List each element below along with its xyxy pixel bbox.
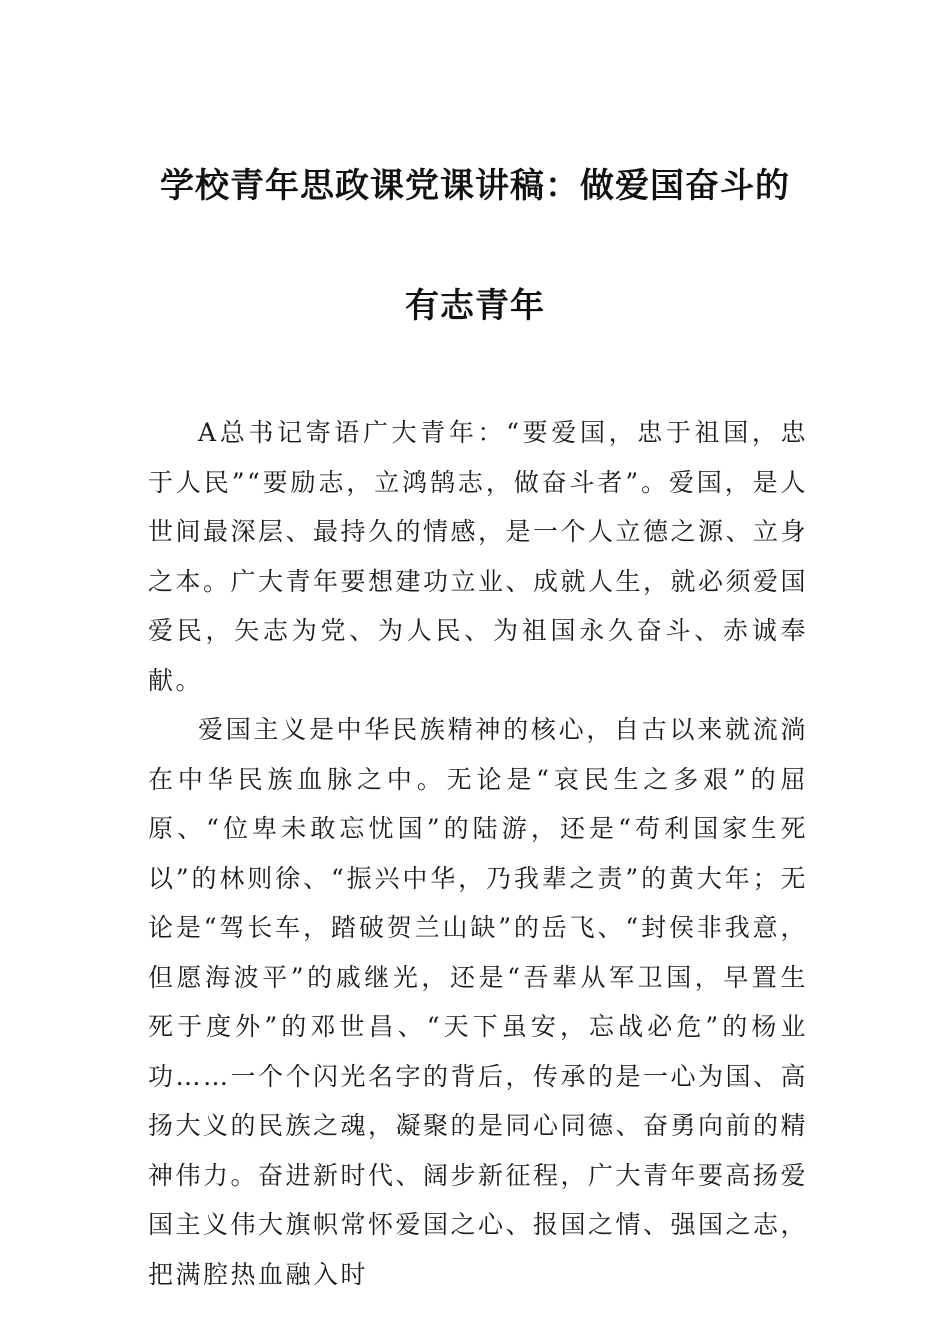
document-title-line-1: 学校青年思政课党课讲稿：做爱国奋斗的 [160, 166, 790, 206]
document-body [148, 408, 808, 1299]
document-title-line-2: 有志青年 [405, 286, 545, 326]
paragraph-2: 爱国主义是中华民族精神的核心，自古以来就流淌在中华民族血脉之中。无论是“哀民生之多艰”的屈原、“位卑未敢忘忧国”的陆游，还是“苟利国家生死以”的林则徐、“振兴中华，乃我辈之责”的黄大年；无论是“驾长车，踏破贺兰山缺”的岳飞、“封侯非我意，但愿海波平”的戚继光，还是“吾辈从军卫国，早置生死于度外”的邓世昌、“天下虽安，忘战必危”的杨业功……一个个闪光名字的背后，传承的是一心为国、高扬大义的民族之魂，凝聚的是同心同德、奋勇向前的精神伟力。奋进新时代、阔步新征程，广大青年要高扬爱国主义伟大旗帜常怀爱国之心、报国之情、强国之志，把满腔热血融入时 [148, 715, 809, 1289]
paragraph-1: A总书记寄语广大青年：“要爱国，忠于祖国，忠于人民”“要励志，立鸿鹄志，做奋斗者”。爱国，是人世间最深层、最持久的情感，是一个人立德之源、立身之本。广大青年要想建功立业、成就人生，就必须爱国爱民，矢志为党、为人民、为祖国永久奋斗、赤诚奉献。 [148, 418, 809, 695]
